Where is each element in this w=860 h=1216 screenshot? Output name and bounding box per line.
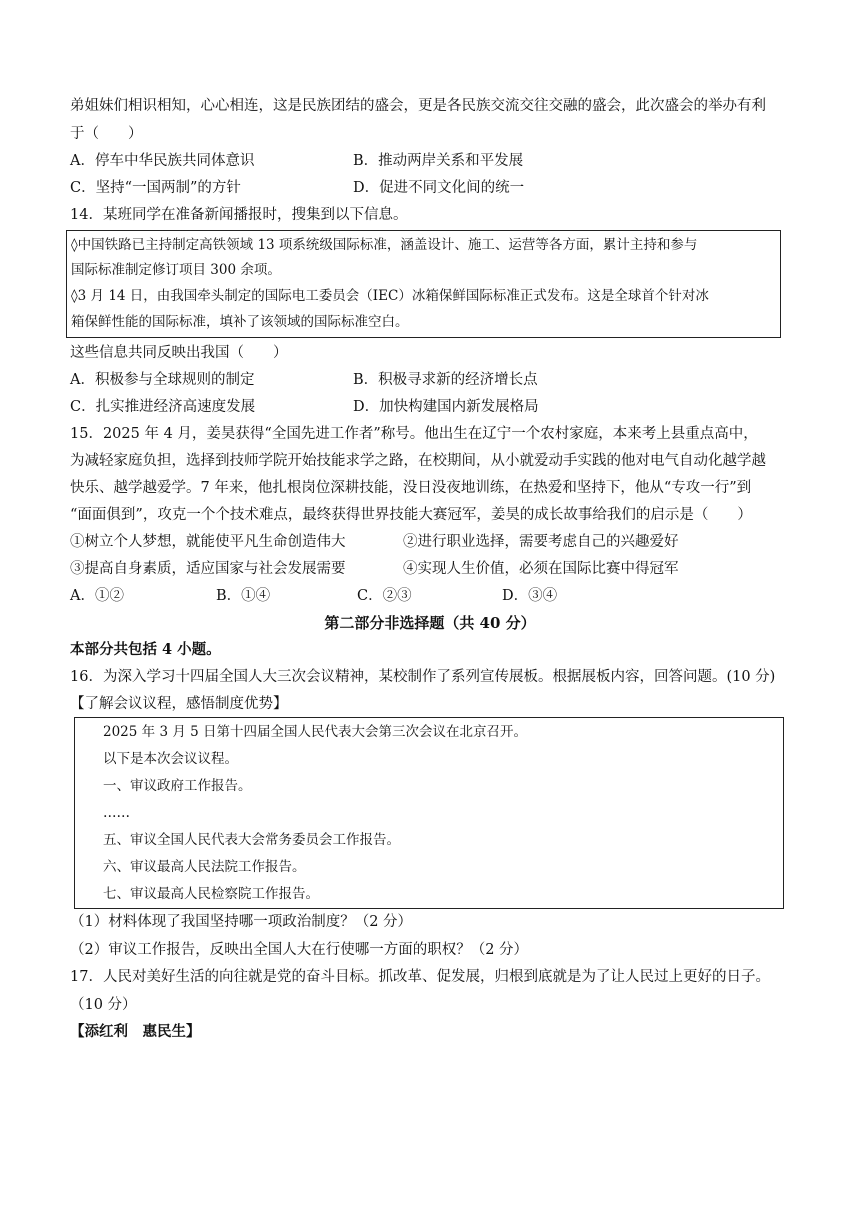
q15-item-3: ③提高自身素质，适应国家与社会发展需要 [70, 561, 346, 577]
q17-text-line1: 17．人民对美好生活的向往就是党的奋斗目标。抓改革、促发展，归根到底就是为了让人民过上更好的日子。 [70, 969, 770, 985]
q14-question: 这些信息共同反映出我国（ ） [70, 345, 288, 361]
q15-text-line: 15．2025 年 4 月，姜昊获得“全国先进工作者”称号。他出生在辽宁一个农村家庭，本来考上县重点高中， [70, 426, 758, 442]
q16-section-heading: 【了解会议议程，感悟制度优势】 [70, 696, 288, 712]
part2-note: 本部分共包括 4 小题。 [70, 641, 221, 658]
q14-option-d: D．加快构建国内新发展格局 [353, 399, 539, 415]
q15-option-b: B．①④ [216, 588, 271, 604]
q14-box-line: 国际标准制定修订项目 300 余项。 [71, 262, 281, 278]
q14-info-box [66, 230, 781, 338]
q14-option-a: A．积极参与全球规则的制定 [70, 372, 255, 388]
q13-option-b: B．推动两岸关系和平发展 [353, 153, 524, 169]
q16-box-line: 2025 年 3 月 5 日第十四届全国人民代表大会第三次会议在北京召开。 [103, 724, 527, 740]
q16-box-line: 一、审议政府工作报告。 [103, 778, 252, 794]
q14-box-line: ◊3 月 14 日，由我国牵头制定的国际电工委员会（IEC）冰箱保鲜国际标准正式发布。这是全球首个针对冰 [71, 288, 709, 304]
q13-option-c: C．坚持“一国两制”的方针 [70, 180, 241, 196]
q15-item-2: ②进行职业选择，需要考虑自己的兴趣爱好 [403, 534, 679, 550]
q15-option-c: C．②③ [357, 588, 412, 604]
q17-section-heading: 【添红利 惠民生】 [70, 1023, 201, 1040]
q15-text-line: “面面俱到”，攻克一个个技术难点，最终获得世界技能大赛冠军，姜昊的成长故事给我们的启示是（ ） [70, 507, 752, 523]
q15-text-line: 为减轻家庭负担，选择到技师学院开始技能求学之路，在校期间，从小就爱动手实践的他对电气自动化越学越 [70, 453, 766, 469]
q16-subquestion-2: （2）审议工作报告，反映出全国人大在行使哪一方面的职权？（2 分） [70, 942, 529, 958]
q16-box-line: …… [103, 805, 130, 821]
q15-item-4: ④实现人生价值，必须在国际比赛中得冠军 [403, 561, 679, 577]
q13-text-line2: 于（ ） [70, 126, 143, 142]
q15-option-a: A．①② [70, 588, 124, 604]
q13-option-d: D．促进不同文化间的统一 [353, 180, 525, 196]
q14-option-b: B．积极寻求新的经济增长点 [353, 372, 538, 388]
q16-box-line: 五、审议全国人民代表大会常务委员会工作报告。 [103, 832, 400, 848]
q15-text-line: 快乐、越学越爱学。7 年来，他扎根岗位深耕技能，没日没夜地训练，在热爱和坚持下，他从“专攻一行”到 [70, 480, 752, 496]
q14-box-line: 箱保鲜性能的国际标准，填补了该领域的国际标准空白。 [71, 314, 409, 330]
q16-box-line: 六、审议最高人民法院工作报告。 [103, 859, 306, 875]
q17-text-line2: （10 分） [70, 997, 137, 1013]
q16-stem: 16．为深入学习十四届全国人大三次会议精神，某校制作了系列宣传展板。根据展板内容，回答问题。(10 分) [70, 669, 776, 685]
q16-box-line: 以下是本次会议议程。 [103, 751, 238, 767]
part2-title: 第二部分非选择题（共 40 分） [324, 614, 536, 632]
q16-box-line: 七、审议最高人民检察院工作报告。 [103, 886, 319, 902]
q14-box-line: ◊中国铁路已主持制定高铁领域 13 项系统级国际标准，涵盖设计、施工、运营等各方面，累计主持和参与 [71, 237, 698, 253]
q15-option-d: D．③④ [502, 588, 558, 604]
q13-text-line1: 弟姐妹们相识相知，心心相连，这是民族团结的盛会，更是各民族交流交往交融的盛会，此次盛会的举办有利 [70, 98, 766, 114]
q14-option-c: C．扎实推进经济高速度发展 [70, 399, 256, 415]
q13-option-a: A．停车中华民族共同体意识 [70, 153, 255, 169]
q14-stem: 14．某班同学在准备新闻播报时，搜集到以下信息。 [70, 207, 408, 223]
q16-agenda-box [74, 717, 784, 909]
q16-subquestion-1: （1）材料体现了我国坚持哪一项政治制度？（2 分） [70, 914, 413, 930]
q15-item-1: ①树立个人梦想，就能使平凡生命创造伟大 [70, 534, 346, 550]
